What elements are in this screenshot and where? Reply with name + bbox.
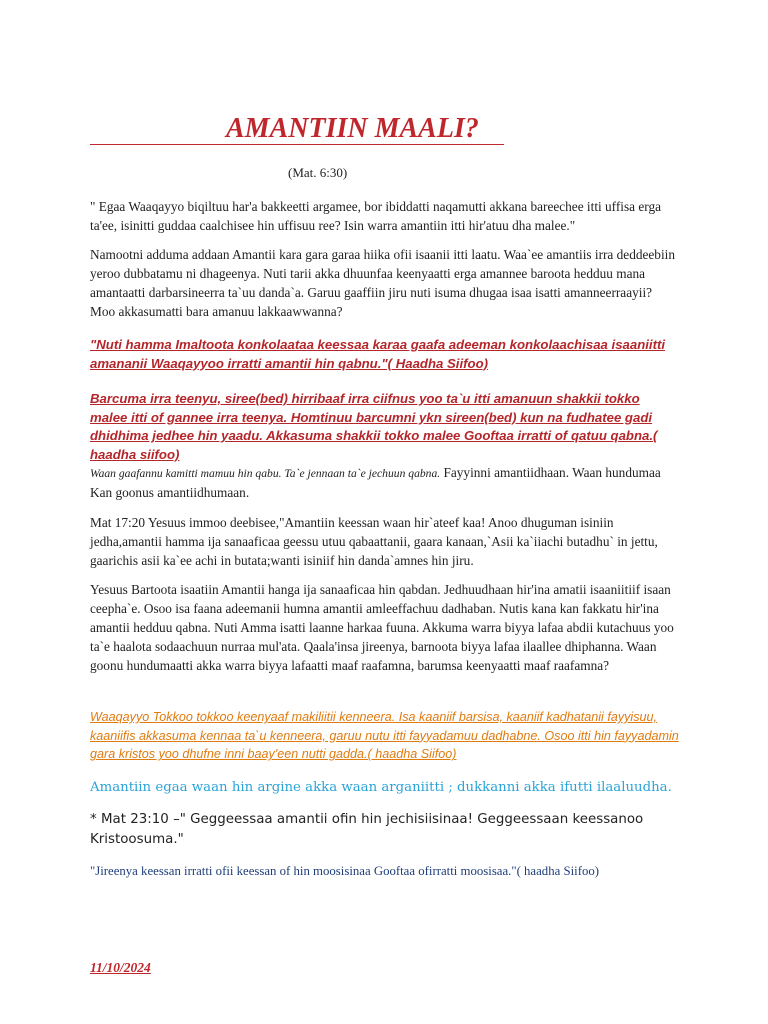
title-underline xyxy=(90,144,504,145)
intro-paragraph: Namootni adduma addaan Amantii kara gara garaa hiika ofii isaanii itti laatu. Waa`ee amantiis irra deddeebiin yeroo dubbatamu ni dhageenya. Nuti tarii akka dhuunfaa keenyaatti erga amannee baroota hedduu mana amantaatti darbarsineerra ta`uu danda`a. Garuu gaaffiin jiru nuti isuma dhugaa isaa isatti amanneerraayii? Moo akkasumatti bara amanuu lakkaawwanna? xyxy=(90,247,675,319)
quote-drivers: "Nuti hamma Imaltoota konkolaataa keessaa karaa gaafa adeeman konkolaachisaa isaaniitti amananii Waaqayyoo irratti amantii hin qabnu."( Haadha Siifoo) xyxy=(90,337,666,371)
opening-verse-paragraph: " Egaa Waaqayyo biqiltuu har'a bakkeetti argamee, bor ibiddatti naqamutti akkana bareechee itti uffisa erga ta'ee, isinitti guddaa caalchisee hin uffisuu ree? Isin warra amantiin itti hir'atuu dha malee." xyxy=(90,199,662,233)
faith-plain-text: Fayyinni amantiidhaan. Waan hundumaa Kan goonus amantiidhumaan. xyxy=(90,465,661,500)
scripture-reference: (Mat. 6:30) xyxy=(288,165,348,180)
faith-italic-text: Waan gaafannu kamitti mamuu hin qabu. Ta`e jennaan ta`e jechuun qabna. xyxy=(90,467,441,480)
disciples-paragraph: Yesuus Bartoota isaatiin Amantii hanga ija sanaaficaa hin qabdan. Jedhuudhaan hir'ina amatii isaaniitiif isaan ceepha`e. Osoo isa faana adeemanii humna amantii amleeffachuu dadhaban. Nutis kana kan fakkatu hir'ina amantii hedduu qabna. Nuti Amma isatti laanne harkaa fuuna. Akkuma warra biyya lafaa abdii kutachuus yoo ta`e haalota sodaachuun nurraa mul'ata. Qaala'insa jireenya, barnoota biyya lafaa ilaallee dhiphanna. Waan goonu hundumaatti akka warra biyya lafaatti maaf raafamna, barumsa keenyaatti maaf raafamna? xyxy=(90,582,674,673)
quote-gifts: Waaqayyo Tokkoo tokkoo keenyaaf makiliitii kenneera. Isa kaaniif barsisa, kaaniif kadhatanii fayyisuu, kaaniifis akkasuma kennaa ta`u kenneera, garuu nutu itti fayyadamuu dadhabne. Osoo itti hin fayyadamin gara kristos yoo dhufne inni baay'een nutti gadda.( haadha Siifoo) xyxy=(90,710,679,762)
faith-definition-line: Amantiin egaa waan hin argine akka waan arganiitti ; dukkanni akka ifutti ilaaluudha. xyxy=(90,780,672,795)
quote-chair-bed: Barcuma irra teenyu, siree(bed) hirribaaf irra ciifnus yoo ta`u itti amanuun shakkii tokko malee itti of gannee irra teenya. Homtinuu barcumni ykn sireen(bed) kun na fudhatee gadi dhidhima jedhee hin yaadu. Akkasuma shakkii tokko malee Gooftaa irratti of qatuu qabna.( haadha siifoo) xyxy=(90,391,658,463)
mustard-seed-paragraph: Mat 17:20 Yesuus immoo deebisee,"Amantiin keessan waan hir`ateef kaa! Anoo dhuguman isiniin jedha,amantii hamma ija sanaaficaa geessu utuu qabaattanii, gaara kanaan,`Asii ka`iiachi butadhu` in jettu, gaarichis asii ka`ee achi in butata;wanti isiniif hin danda`amnes hin jiru. xyxy=(90,515,658,568)
closing-quote: "Jireenya keessan irratti ofii keessan of hin moosisinaa Gooftaa ofirratti moosisaa."( haadha Siifoo) xyxy=(90,864,600,878)
matthew-verse: * Mat 23:10 –" Geggeessaa amantii ofin hin jechisiisinaa! Geggeessaan keessanoo Kristoosuma." xyxy=(90,812,644,847)
faith-paragraph xyxy=(90,463,680,502)
document-date: 11/10/2024 xyxy=(90,960,151,975)
page-title: AMANTIIN MAALI? xyxy=(226,113,479,144)
